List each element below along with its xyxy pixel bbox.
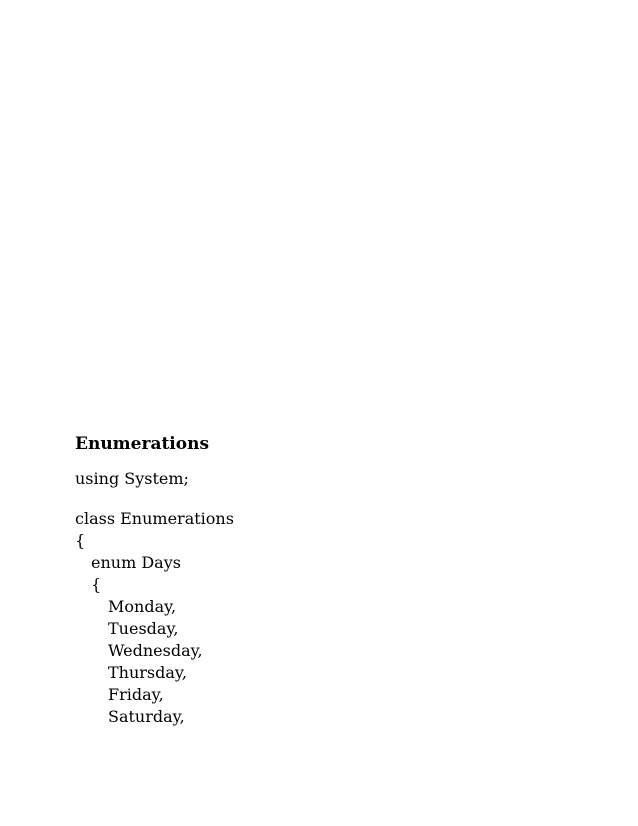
- code-line-wednesday: Wednesday,: [108, 641, 203, 660]
- code-line-friday: Friday,: [108, 685, 164, 704]
- section-heading: Enumerations: [75, 434, 210, 454]
- code-line-class: class Enumerations: [75, 509, 234, 528]
- code-line-thursday: Thursday,: [108, 663, 187, 682]
- code-line-tuesday: Tuesday,: [108, 619, 179, 638]
- code-line-enum: enum Days: [91, 553, 181, 572]
- code-line-enum-open-brace: {: [91, 575, 102, 594]
- code-line-open-brace: {: [75, 531, 86, 550]
- document-content: [75, 432, 575, 728]
- code-line-saturday: Saturday,: [108, 707, 185, 726]
- code-line-using: using System;: [75, 469, 189, 488]
- code-line-monday: Monday,: [108, 597, 177, 616]
- blank-line: [75, 490, 575, 508]
